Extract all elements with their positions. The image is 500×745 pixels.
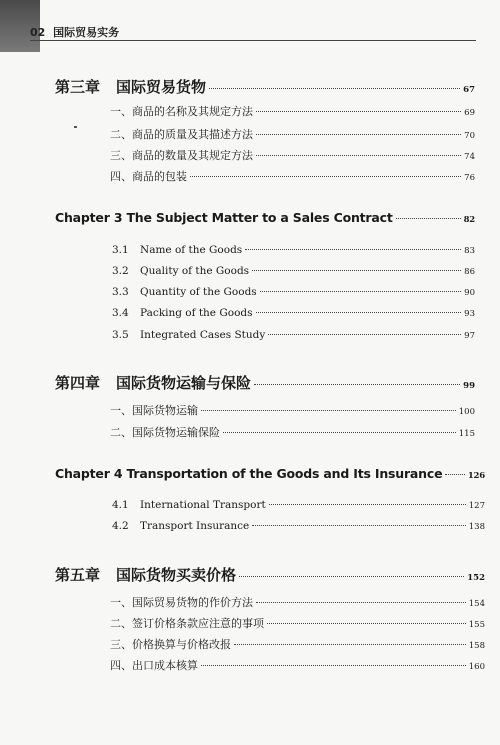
- item-title: 一、国际货物运输: [110, 404, 198, 417]
- page-number: 70: [464, 131, 475, 141]
- page-number: 100: [458, 407, 475, 417]
- page-number: 152: [467, 573, 485, 583]
- dot-leader: [252, 270, 461, 271]
- page-number: 76: [464, 173, 475, 183]
- header-book-title: 国际贸易实务: [53, 26, 120, 39]
- dot-leader: [260, 291, 461, 292]
- chapter-title: 国际货物运输与保险: [116, 374, 252, 392]
- page-number: 93: [464, 309, 475, 319]
- toc-item[interactable]: [110, 636, 485, 652]
- dot-leader: [267, 623, 466, 624]
- page-number: 126: [467, 471, 485, 481]
- item-title: International Transport: [140, 499, 266, 511]
- section-number: 4.1: [112, 499, 129, 511]
- item-title: Quantity of the Goods: [140, 286, 257, 298]
- dot-leader: [396, 218, 461, 219]
- dot-leader: [201, 410, 456, 411]
- page-number: 155: [468, 620, 485, 630]
- item-title: 一、国际贸易货物的作价方法: [110, 596, 253, 609]
- page-number: 160: [468, 662, 485, 672]
- dot-leader: [245, 249, 461, 250]
- chapter-title: Chapter 3 The Subject Matter to a Sales Contract: [55, 210, 393, 225]
- toc-item[interactable]: [110, 168, 475, 184]
- dot-leader: [256, 155, 461, 156]
- dot-leader: [234, 644, 466, 645]
- page-number: 86: [464, 267, 475, 277]
- toc-item[interactable]: [112, 265, 475, 277]
- dot-leader: [190, 176, 461, 177]
- dot-leader: [268, 334, 461, 335]
- toc-item[interactable]: [110, 126, 475, 142]
- dot-leader: [269, 504, 466, 505]
- page-number: 97: [464, 331, 475, 341]
- item-title: Name of the Goods: [140, 244, 243, 256]
- section-number: 3.5: [112, 329, 129, 341]
- page-number: 138: [468, 522, 485, 532]
- toc-item[interactable]: [110, 657, 485, 673]
- toc-item[interactable]: [110, 594, 485, 610]
- dot-leader: [256, 134, 461, 135]
- dot-leader: [239, 576, 464, 577]
- item-title: 一、商品的名称及其规定方法: [110, 105, 253, 118]
- chapter-title: 国际货物买卖价格: [116, 566, 237, 584]
- dot-leader: [201, 665, 466, 666]
- page-number: 90: [464, 288, 475, 298]
- item-title: 二、签订价格条款应注意的事项: [110, 617, 264, 630]
- toc-chapter-5-cn[interactable]: [55, 564, 485, 585]
- toc-item[interactable]: [112, 520, 485, 532]
- chapter-label: 第四章: [55, 374, 101, 392]
- item-title: Integrated Cases Study: [140, 329, 266, 341]
- section-number: 3.1: [112, 244, 129, 256]
- dot-leader: [445, 474, 464, 475]
- toc-item[interactable]: [110, 424, 475, 440]
- item-title: 三、商品的数量及其规定方法: [110, 149, 253, 162]
- item-title: 三、价格换算与价格改报: [110, 638, 231, 651]
- toc-item[interactable]: [110, 402, 475, 418]
- dot-leader: [256, 111, 461, 112]
- section-number: 3.3: [112, 286, 129, 298]
- item-title: Quality of the Goods: [140, 265, 250, 277]
- page-number: 158: [468, 641, 485, 651]
- item-title: Packing of the Goods: [140, 307, 253, 319]
- section-number: 3.4: [112, 307, 129, 319]
- section-number: 3.2: [112, 265, 129, 277]
- item-title: 四、出口成本核算: [110, 659, 198, 672]
- running-header: [30, 24, 119, 40]
- dot-leader: [209, 88, 460, 89]
- chapter-title: Chapter 4 Transportation of the Goods and Its Insurance: [55, 466, 443, 481]
- toc-chapter-3-en[interactable]: [55, 210, 475, 225]
- item-title: Transport Insurance: [140, 520, 250, 532]
- toc-chapter-4-en[interactable]: [55, 466, 485, 481]
- toc-item[interactable]: [110, 103, 475, 119]
- page-number: 154: [468, 599, 485, 609]
- page-number: 99: [463, 381, 475, 391]
- dot-leader: [254, 384, 460, 385]
- chapter-label: 第三章: [55, 78, 101, 96]
- header-page-number: 02: [30, 26, 46, 39]
- toc-item[interactable]: [110, 615, 485, 631]
- item-title: 二、商品的质量及其描述方法: [110, 128, 253, 141]
- item-title: 四、商品的包装: [110, 170, 187, 183]
- dot-leader: [256, 312, 462, 313]
- dot-leader: [252, 525, 466, 526]
- dot-leader: [223, 432, 456, 433]
- toc-item[interactable]: [112, 307, 475, 319]
- item-title: 二、国际货物运输保险: [110, 426, 220, 439]
- toc-item[interactable]: [112, 329, 475, 341]
- page-number: 69: [464, 108, 475, 118]
- toc-item[interactable]: [112, 499, 485, 511]
- toc-chapter-4-cn[interactable]: [55, 372, 475, 393]
- chapter-label: 第五章: [55, 566, 101, 584]
- page-number: 74: [464, 152, 475, 162]
- page-number: 83: [464, 246, 475, 256]
- section-number: 4.2: [112, 520, 129, 532]
- dot-leader: [256, 602, 466, 603]
- page-number: 67: [463, 85, 475, 95]
- header-rule: [30, 40, 476, 41]
- chapter-title: 国际贸易货物: [116, 78, 207, 96]
- toc-chapter-3-cn[interactable]: [55, 76, 475, 97]
- page-number: 115: [458, 429, 475, 439]
- page-number: 82: [463, 215, 475, 225]
- toc-item[interactable]: [110, 147, 475, 163]
- toc-item[interactable]: [112, 286, 475, 298]
- scan-speck: [74, 126, 77, 128]
- page-number: 127: [468, 501, 485, 511]
- toc-item[interactable]: [112, 244, 475, 256]
